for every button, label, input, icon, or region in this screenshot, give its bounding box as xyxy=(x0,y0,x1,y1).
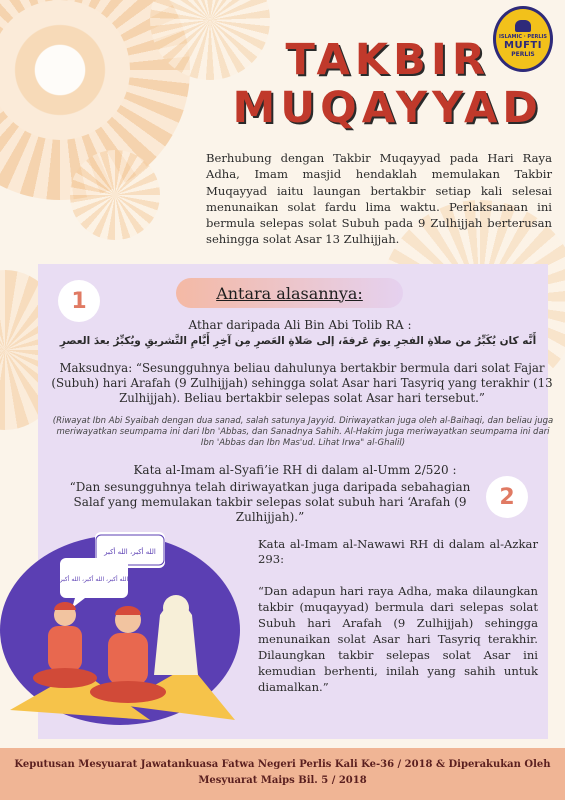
nawawi-title: Kata al-Imam al-Nawawi RH di dalam al-Azkar 293: xyxy=(258,537,538,566)
athar-title: Athar daripada Ali Bin Abi Tolib RA : xyxy=(188,318,412,332)
bubble-1-text: الله أكبر، الله أكبر xyxy=(104,548,156,556)
bubble-2-text: الله أكبر، الله أكبر، الله أكبر xyxy=(59,576,129,583)
maksudnya-text: Maksudnya: “Sesungguhnya beliau dahulunya bertakbir bermula dari solat Fajar (Subuh) hari Arafah (9 Zulhijjah) sehingga solat Asar hari Tasyriq yang terakhir (13 Zulhijjah). Beliau bertakbir selepas solat Asar hari tersebut.” xyxy=(51,361,553,405)
person-2-body xyxy=(108,633,148,685)
person-1-body xyxy=(48,626,82,671)
footer-note xyxy=(0,748,565,800)
number-badge-2: 2 xyxy=(486,476,528,518)
title-line-1: TAKBIR xyxy=(285,35,490,85)
intro-paragraph: Berhubung dengan Takbir Muqayyad pada Hari Raya Adha, Imam masjid hendaklah memulakan Takbir Muqayyad iaitu laungan bertakbir setiap kali selesai menunaikan solat fardu lima waktu. Perlaksanaan ini bermula selepas solat Subuh pada 9 Zulhijjah berterusan sehingga solat Asar 13 Zulhijjah. xyxy=(206,151,552,247)
people-praying-illustration xyxy=(0,520,240,730)
crest-icon xyxy=(515,20,531,32)
syafie-quote: “Dan sesungguhnya telah diriwayatkan juga daripada sebahagian Salaf yang memulakan takbir selepas solat subuh hari ‘Arafah (9 Zulhijjah).” xyxy=(69,480,471,524)
logo-sub: PERLIS xyxy=(511,51,535,58)
footer-line-2: Mesyuarat Maips Bil. 5 / 2018 xyxy=(198,775,367,786)
title-line-2: MUQAYYAD xyxy=(232,83,543,133)
syafie-title: Kata al-Imam al-Syafi’ie RH di dalam al-Umm 2/520 : xyxy=(133,463,457,477)
nawawi-quote: “Dan adapun hari raya Adha, maka dilaungkan takbir (muqayyad) bermula dari selepas solat Subuh hari Arafah (9 Zulhijjah) sehingga menunaikan solat Asar hari Tasyriq terakhir. Dilaungkan takbir selepas solat Asar ini kemudian berhenti, inilah yang sahih untuk diamalkan.” xyxy=(258,584,538,694)
number-badge-1: 1 xyxy=(58,280,100,322)
riwayat-note: (Riwayat Ibn Abi Syaibah dengan dua sanad, salah satunya Jayyid. Diriwayatkan juga oleh al-Baihaqi, dan beliau juga meriwayatkan seumpama ini dari Ibn 'Abbas, dan Sanadnya Sahih. Al-Hakim juga meriwayatkan seumpama ini dari Ibn 'Abbas dan Ibn Mas'ud. Lihat Irwa" al-Ghalil) xyxy=(52,416,554,448)
athar-arabic-text: أَنَّه كان يُكَبِّرُ من صلاةِ الفجرِ يومَ عَرفةَ، إلى صَلاةِ العَصرِ مِن آخِرِ أَيَّامِ التَّشريقِ ويُكبِّرُ بعدَ العصرِ xyxy=(59,335,537,347)
logo-top-text: ISLAMIC · PERLIS xyxy=(499,34,547,40)
page-title xyxy=(232,36,543,132)
logo-name: MUFTI xyxy=(504,40,542,51)
section-heading: Antara alasannya: xyxy=(176,278,403,308)
footer-line-1: Keputusan Mesyuarat Jawatankuasa Fatwa Negeri Perlis Kali Ke-36 / 2018 & Diperakukan Oleh xyxy=(14,759,551,770)
mandala-decoration-small xyxy=(70,150,160,240)
